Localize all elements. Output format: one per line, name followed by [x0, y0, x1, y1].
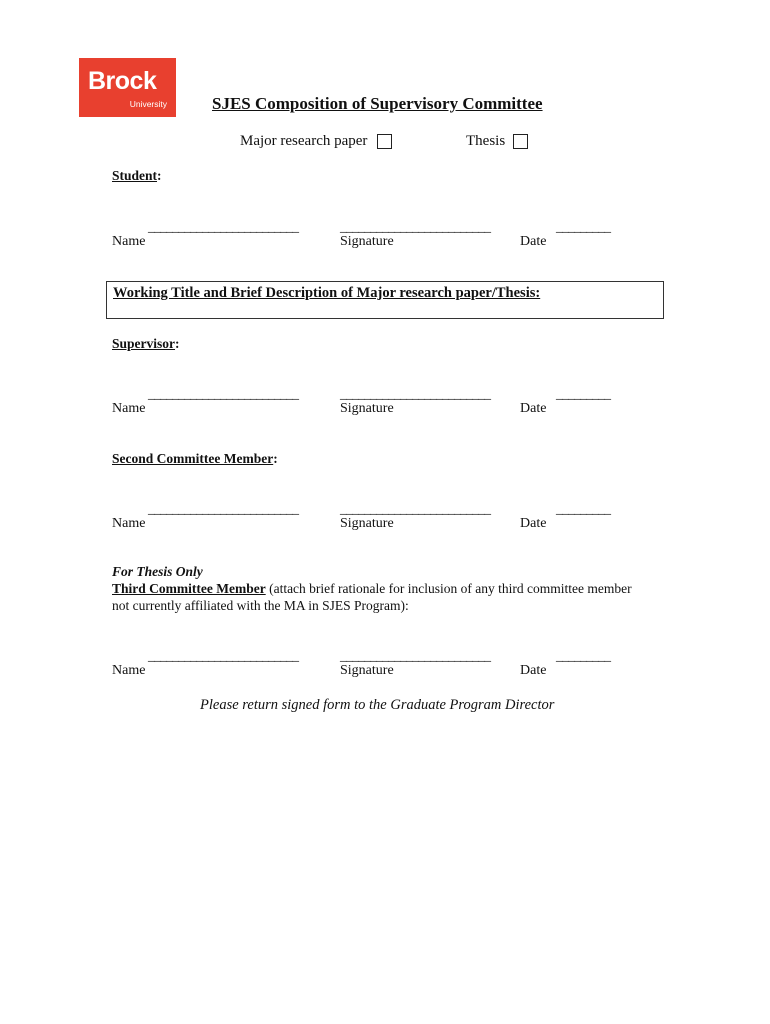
third-member-signature-line[interactable]: _________________________: [340, 649, 490, 664]
student-date-line[interactable]: _________: [556, 220, 610, 235]
logo-sub-text: University: [129, 99, 167, 109]
supervisor-name-label: Name: [112, 401, 146, 416]
student-heading: Student:: [112, 168, 162, 183]
third-member-date-line[interactable]: _________: [556, 649, 610, 664]
page-title: SJES Composition of Supervisory Committee: [212, 94, 543, 113]
student-date-label: Date: [520, 234, 547, 249]
third-member-name-line[interactable]: _________________________: [148, 649, 298, 664]
third-committee-line2: not currently affiliated with the MA in SJES Program):: [112, 598, 409, 613]
description-heading: Working Title and Brief Description of Major research paper/Thesis:: [113, 285, 541, 301]
for-thesis-only-note: For Thesis Only: [112, 564, 203, 579]
major-research-paper-checkbox[interactable]: [377, 134, 392, 149]
third-member-name-label: Name: [112, 663, 146, 678]
second-member-signature-line[interactable]: _________________________: [340, 502, 490, 517]
student-name-line[interactable]: _________________________: [148, 220, 298, 235]
student-signature-line[interactable]: _________________________: [340, 220, 490, 235]
second-member-date-line[interactable]: _________: [556, 502, 610, 517]
supervisor-date-line[interactable]: _________: [556, 387, 610, 402]
second-member-name-label: Name: [112, 516, 146, 531]
thesis-label: Thesis: [466, 133, 506, 149]
brock-university-logo: [79, 58, 176, 117]
student-name-label: Name: [112, 234, 146, 249]
description-box[interactable]: [106, 281, 664, 319]
third-member-date-label: Date: [520, 663, 547, 678]
major-research-paper-label: Major research paper: [240, 133, 368, 149]
supervisor-name-line[interactable]: _________________________: [148, 387, 298, 402]
student-signature-label: Signature: [340, 234, 394, 249]
supervisor-date-label: Date: [520, 401, 547, 416]
supervisor-signature-line[interactable]: _________________________: [340, 387, 490, 402]
return-instruction: Please return signed form to the Graduate Program Director: [200, 697, 555, 713]
third-committee-heading: Third Committee Member: [112, 581, 266, 596]
third-member-signature-label: Signature: [340, 663, 394, 678]
second-member-name-line[interactable]: _________________________: [148, 502, 298, 517]
second-committee-heading: Second Committee Member:: [112, 451, 278, 466]
logo-brand-text: Brock: [88, 67, 157, 95]
thesis-checkbox[interactable]: [513, 134, 528, 149]
supervisor-signature-label: Signature: [340, 401, 394, 416]
supervisor-heading: Supervisor:: [112, 336, 180, 351]
third-committee-line1: Third Committee Member (attach brief rationale for inclusion of any third committee member: [112, 581, 632, 596]
second-member-date-label: Date: [520, 516, 547, 531]
second-member-signature-label: Signature: [340, 516, 394, 531]
